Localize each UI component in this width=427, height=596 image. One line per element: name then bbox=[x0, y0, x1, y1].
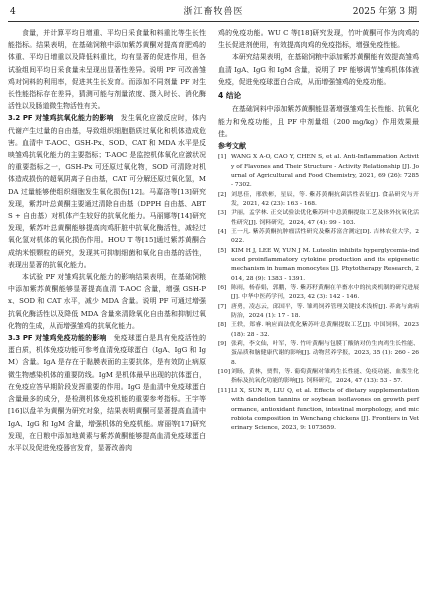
reference-number: [4] bbox=[218, 228, 227, 235]
section-heading-3-2: 3.2 PF 对雏鸡抗氧化能力的影响 bbox=[8, 114, 114, 123]
reference-number: [1] bbox=[218, 154, 227, 161]
references-title: 参考文献 bbox=[218, 142, 246, 151]
reference-text: 刘思佳，邢轶彬，星辰，等. 紫苏黄酮抗菌活性表征[J]. 食品研究与开发，2021, 42 (23): 163 - 168. bbox=[231, 191, 419, 207]
reference-item bbox=[218, 368, 419, 387]
reference-item bbox=[218, 387, 419, 434]
reference-text: WANG X A-O, CAO Y, CHEN S, et al. Anti-Inflammation Activity of Flavones and Their Structure - Activity Relationship [J]. Journal of Agricultural and Food Chemistry, 2021, 69 (26): 7285 - 7302. bbox=[231, 154, 419, 189]
reference-text: 唐勇，凌志云，邱国平，等. 雏鸡饲养管理关键技术浅析[J]. 养禽与禽病防治，2024 (1): 17 - 18. bbox=[231, 303, 419, 320]
right-column bbox=[218, 27, 419, 434]
reference-item bbox=[218, 191, 419, 210]
paragraph-immune-continued: 鸡的免疫功能。WU C 等[18]研究发现，竹叶黄酮可作为肉鸡的生长促进剂使用，有效提高肉鸡的免疫指标，增强免疫性能。 bbox=[218, 29, 419, 50]
reference-text: 刘旸，黄林，贾哲，等. 葡萄黄酮对雏鸡生长性能、免疫功能、血浆生化指标及抗氧化功能的影响[J]. 饲料研究，2024, 47 (13): 53 - 57. bbox=[231, 369, 419, 385]
section-heading-3-3: 3.3 PF 对雏鸡免疫功能的影响 bbox=[8, 334, 107, 343]
reference-item bbox=[218, 303, 419, 322]
reference-item bbox=[218, 284, 419, 303]
reference-text: 陈雨，杨春娟，郭鹏，等. 紫苏籽黄酮在羊畜水中的抗炎机制的研究进展[J]. 中华中医药学刊，2023, 42 (3): 142 - 146. bbox=[231, 285, 419, 301]
reference-number: [3] bbox=[218, 210, 227, 217]
left-column bbox=[8, 27, 206, 454]
reference-item bbox=[218, 340, 419, 368]
reference-item bbox=[218, 209, 419, 228]
paragraph-conclusion: 在基础饲料中添加紫苏黄酮能显著增强雏鸡生长性能、抗氧化能力和免疫功能，且 PF 中剂量组（200 mg/kg）作用效果最佳。 bbox=[218, 105, 419, 138]
paragraph-growth-discussion: 食量，并计算平均日增重、平均日采食量和料重比等生长性能指标。结果表明，在基础饲粮中添加紫苏黄酮对提高育肥鸡的体重、平均日增重以及降低料重比，均有显著的促进作用，但各试验组间平均日采食量未呈现出显著性差异。说明 PF 可改善雏鸡对饲料的利用率，促进其生长发育。而添加不同剂量 PF 对生长性能指标存在差异，猜测可能与剂量浓度、摄入时长、消化酶活性以及肠道微生物活性有关。 bbox=[8, 29, 206, 111]
reference-number: [6] bbox=[218, 285, 227, 292]
reference-number: [10] bbox=[218, 369, 231, 376]
page-header bbox=[8, 3, 419, 22]
reference-text: 尹丽，孟学林. 正交试验法优化紫苏叶中总黄酮提取工艺及体外抗氧化活性研究[J]. 饲料研究，2024, 47 (4): 99 - 103. bbox=[231, 210, 419, 226]
paragraph-immune-text: 免疫球蛋白是具有免疫活性的蛋白质，机体免疫功能可参考血清免疫球蛋白（IgA、IgG 和 IgM）含量。IgA 是存在于黏膜表面的主要抗体，是有效防止病原微生物感染机体的重要防线。IgM 是机体最早出现的抗体蛋白，在免疫应答早期阶段发挥重要的作用。IgG 是血清中免疫球蛋白含量最多的成分，是检测机体免疫机能的重要参考指标。王宇等[16]以盘羊为黄酮为研究对象，结果表明黄酮可显著提高血清中 IgA、IgG 和 IgM 含量，增强机体的免疫机能。席丽等[17]研究发现，在日粮中添加地黄素与紫苏黄酮能够提高血清免疫球蛋白水平以及促进免疫器官发育，显著改善肉 bbox=[8, 334, 206, 452]
reference-number: [9] bbox=[218, 341, 227, 348]
reference-number: [2] bbox=[218, 191, 227, 198]
paragraph-antioxidant bbox=[8, 112, 206, 271]
reference-number: [8] bbox=[218, 322, 227, 329]
reference-number: [5] bbox=[218, 247, 227, 254]
page-number: 4 bbox=[10, 7, 16, 17]
reference-text: 王轶，郑睿. 响应面法优化紫苏叶总黄酮提取工艺[J]. 中国饲料，2023 (18): 28 - 32. bbox=[231, 322, 419, 338]
issue-label: 2025 年第 3 期 bbox=[352, 7, 417, 17]
paragraph-antioxidant-text: 发生氧化应激反应时，体内代谢产生过量的自由基，导致组织细胞脂质过氧化和机体造成危害。血清中 T-AOC、GSH-Px、SOD、CAT 和 MDA 水平是反映雏鸡抗氧化能力的主要指标；T-AOC 是监控机体氧化应激状况的重要指标之一，GSH-Px 可还原过氧化物，SOD 可清除对机体造成损伤的超氧阴离子自由基，CAT 可分解还原过氧化氢，MDA 过量能够使组织细胞发生氧化损伤[12]。马嘉洛等[13]研究发现，紫苏叶总黄酮主要通过清除自由基（DPPH 自由基、ABTS + 自由基）对机体产生较好的抗氧化能力。马丽娜等[14]研究发现，紫苏叶总黄酮能够提高肉鸡肝脏中抗氧化酶活性，减轻过氧化氢对机体的氧化损伤作用。HOU T 等[15]通过紫苏黄酮合成纳米银颗粒的研究，发现其可抑制细菌和氧化自由基的活性，表现出显著的抗氧化能力。 bbox=[8, 114, 206, 269]
paragraph-immune bbox=[8, 332, 206, 454]
reference-text: 张莉，李文仙，叶军，等. 竹叶黄酮与包膜丁酸钠对仿生肉鸡生长性能、蛋品质和脑健康代谢的影响[J]. 动物营养学报，2023, 35 (1): 260 - 268. bbox=[231, 341, 419, 366]
reference-item bbox=[218, 153, 419, 190]
reference-number: [7] bbox=[218, 303, 227, 310]
reference-item bbox=[218, 247, 419, 284]
paragraph-immune-result: 本研究结果表明，在基础饲粮中添加紫苏黄酮能有效提高雏鸡血清 IgA、IgG 和 IgM 含量，说明了 PF 能够调节雏鸡机体体液免疫，促进免疫球蛋白合成，从而增强雏鸡的免疫功能。 bbox=[218, 53, 419, 86]
reference-number: [11] bbox=[218, 387, 231, 394]
reference-item bbox=[218, 228, 419, 247]
journal-title: 浙江畜牧兽医 bbox=[183, 7, 244, 17]
reference-text: 王一凡. 紫苏黄酮抗肿瘤活性研究及紫苏富含测定[D]. 吉林农业大学，2022. bbox=[231, 228, 419, 245]
reference-item bbox=[218, 321, 419, 340]
reference-text: LI X, SUN R, LIU Q, et al. Effects of dietary supplementation with dandelion tannins or soybean isoflavones on growth performance, antioxidant function, intestinal morphology, and microbiota composition in Wenchang chickens [J]. Frontiers in Veterinary Science, 2023, 9: 1073659. bbox=[231, 387, 419, 432]
reference-text: KIM H J, LEE W, YUN J M. Luteolin inhibits hyperglycemia-induced proinflammatory cytokine production and its epigenetic mechanism in human monocytes [J]. Phytotherapy Research, 2014, 28 (9): 1383 - 1391. bbox=[231, 247, 419, 282]
paragraph-antioxidant-result: 本试验 PF 对雏鸡抗氧化能力的影响结果表明，在基础饲粮中添加紫苏黄酮能够显著提高血清 T-AOC 含量，增强 GSH-Px、SOD 和 CAT 水平，减少 MDA 含量。说明 PF 可通过增强抗氧化酶活性以及降低 MDA 含量来清除氧化自由基和抑制过氧化物的生成，从而增强雏鸡的抗氧化能力。 bbox=[8, 273, 206, 330]
section-heading-conclusion: 4 结论 bbox=[218, 91, 242, 101]
references-list bbox=[218, 153, 419, 433]
